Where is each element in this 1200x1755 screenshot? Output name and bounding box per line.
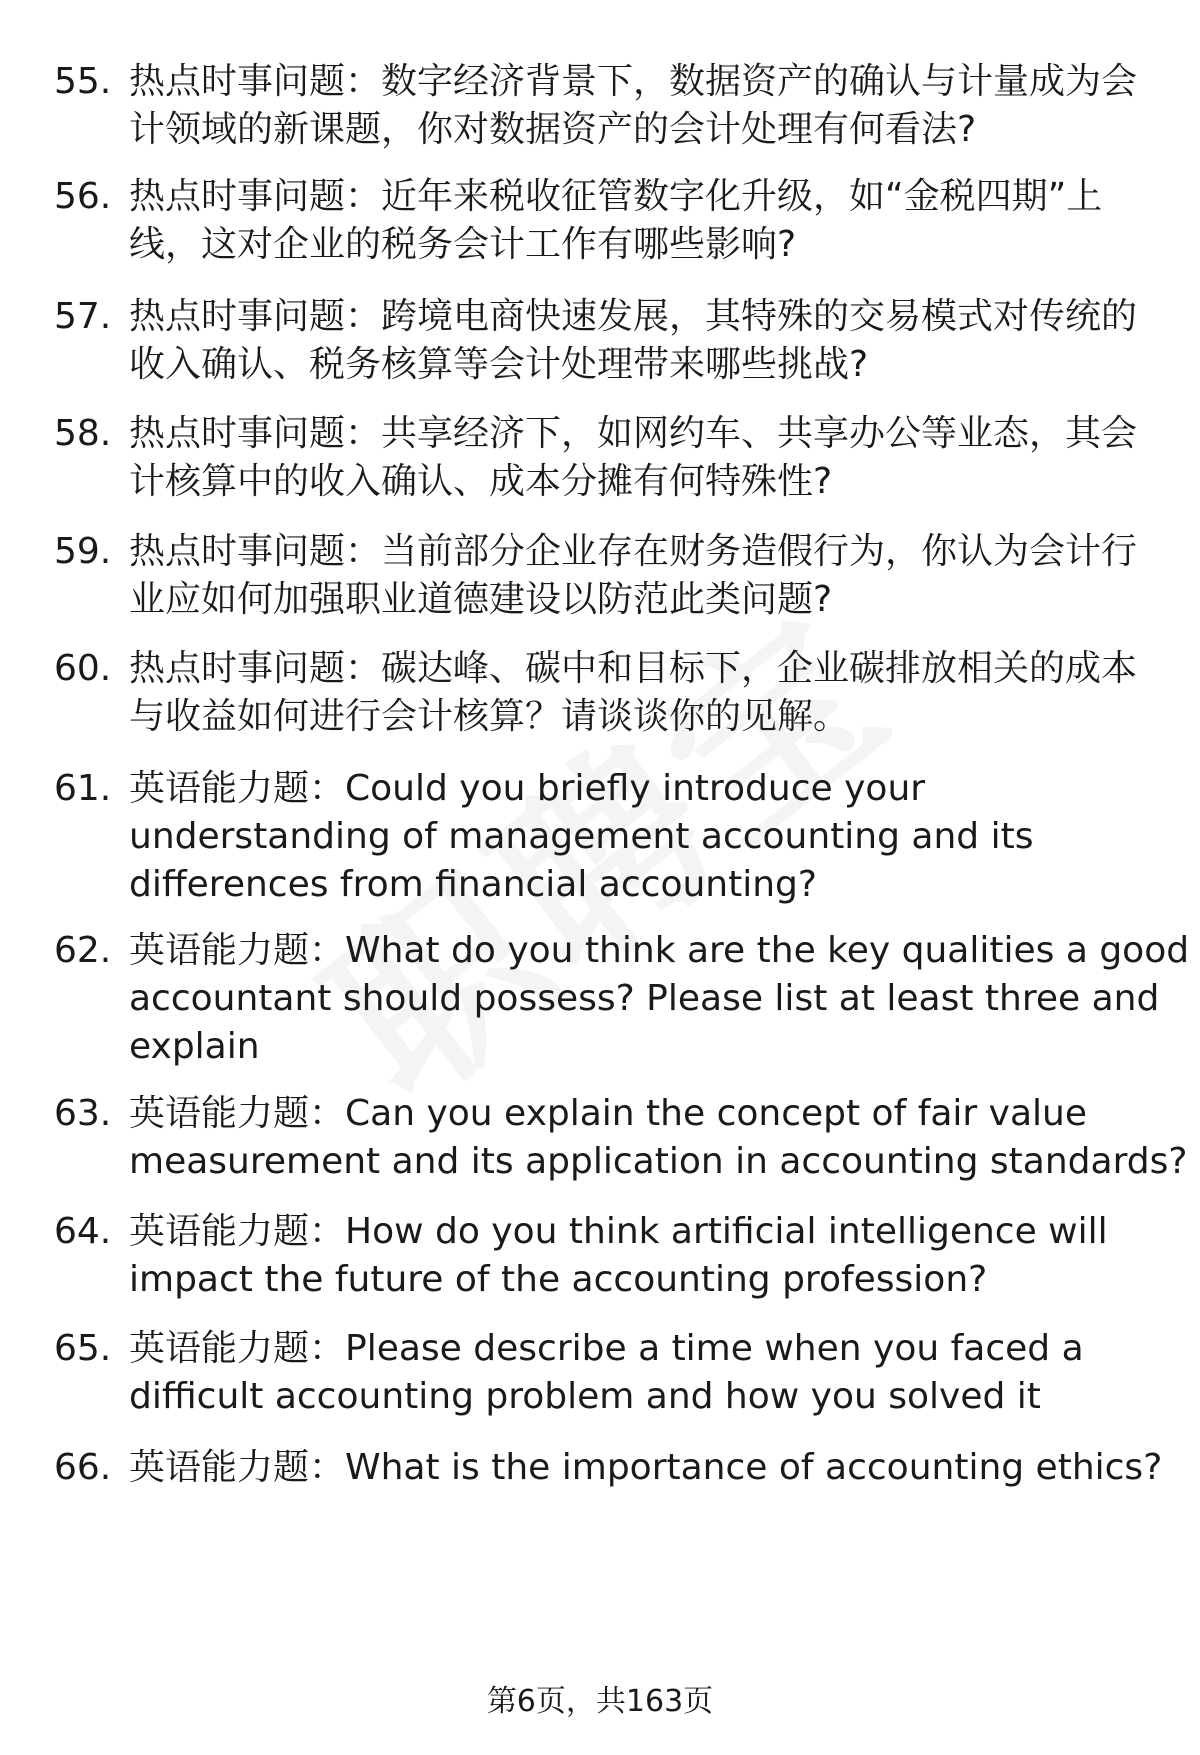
question-number: 63. bbox=[54, 1093, 112, 1134]
question-number: 66. bbox=[54, 1447, 112, 1488]
question-text bbox=[129, 1090, 1199, 1186]
question-text bbox=[129, 765, 1199, 909]
question-line: understanding of management accounting and its bbox=[129, 816, 1034, 857]
question-number: 58. bbox=[54, 413, 112, 454]
question-line: difficult accounting problem and how you solved it bbox=[129, 1376, 1041, 1417]
question-line: impact the future of the accounting profession? bbox=[129, 1259, 988, 1300]
question-line: 英语能力题：What is the importance of accounting ethics? bbox=[129, 1447, 1163, 1488]
question-number: 61. bbox=[54, 768, 112, 809]
question-line: 热点时事问题：跨境电商快速发展，其特殊的交易模式对传统的 bbox=[129, 296, 1138, 337]
question-line: 收入确认、税务核算等会计处理带来哪些挑战? bbox=[129, 344, 869, 385]
question-text bbox=[129, 293, 1199, 389]
question-number: 59. bbox=[54, 531, 112, 572]
question-text bbox=[129, 410, 1199, 506]
question-text bbox=[129, 528, 1199, 624]
question-line: 英语能力题：Please describe a time when you faced a bbox=[129, 1328, 1084, 1369]
question-line: 业应如何加强职业道德建设以防范此类问题? bbox=[129, 579, 833, 620]
question-number: 60. bbox=[54, 648, 112, 689]
question-number: 56. bbox=[54, 176, 112, 217]
question-number: 55. bbox=[54, 61, 112, 102]
question-line: 热点时事问题：碳达峰、碳中和目标下，企业碳排放相关的成本 bbox=[129, 648, 1138, 689]
question-text bbox=[129, 1444, 1199, 1492]
question-number: 62. bbox=[54, 930, 112, 971]
question-line: 热点时事问题：数字经济背景下，数据资产的确认与计量成为会 bbox=[129, 61, 1138, 102]
question-number: 57. bbox=[54, 296, 112, 337]
question-line: 计核算中的收入确认、成本分摊有何特殊性? bbox=[129, 461, 833, 502]
question-line: accountant should possess? Please list at least three and bbox=[129, 978, 1160, 1019]
question-text bbox=[129, 645, 1199, 741]
question-text bbox=[129, 927, 1199, 1071]
question-line: 英语能力题：Could you briefly introduce your bbox=[129, 768, 926, 809]
question-line: 计领域的新课题，你对数据资产的会计处理有何看法? bbox=[129, 109, 977, 150]
question-number: 64. bbox=[54, 1211, 112, 1252]
page-footer: 第6页，共163页 bbox=[486, 1684, 714, 1719]
question-line: 热点时事问题：共享经济下，如网约车、共享办公等业态，其会 bbox=[129, 413, 1138, 454]
question-line: differences from financial accounting? bbox=[129, 864, 818, 905]
question-text bbox=[129, 58, 1199, 154]
question-number: 65. bbox=[54, 1328, 112, 1369]
question-text bbox=[129, 1325, 1199, 1421]
question-line: 线，这对企业的税务会计工作有哪些影响? bbox=[129, 224, 797, 265]
question-line: 与收益如何进行会计核算？请谈谈你的见解。 bbox=[129, 696, 850, 737]
question-line: 热点时事问题：近年来税收征管数字化升级，如“金税四期”上 bbox=[129, 176, 1103, 217]
question-text bbox=[129, 173, 1199, 269]
question-line: 英语能力题：Can you explain the concept of fair value bbox=[129, 1093, 1088, 1134]
question-line: 热点时事问题：当前部分企业存在财务造假行为，你认为会计行 bbox=[129, 531, 1138, 572]
question-line: measurement and its application in accounting standards? bbox=[129, 1141, 1188, 1182]
question-line: 英语能力题：What do you think are the key qualities a good bbox=[129, 930, 1190, 971]
question-text bbox=[129, 1208, 1199, 1304]
question-line: explain bbox=[129, 1026, 260, 1067]
question-line: 英语能力题：How do you think artificial intelligence will bbox=[129, 1211, 1108, 1252]
